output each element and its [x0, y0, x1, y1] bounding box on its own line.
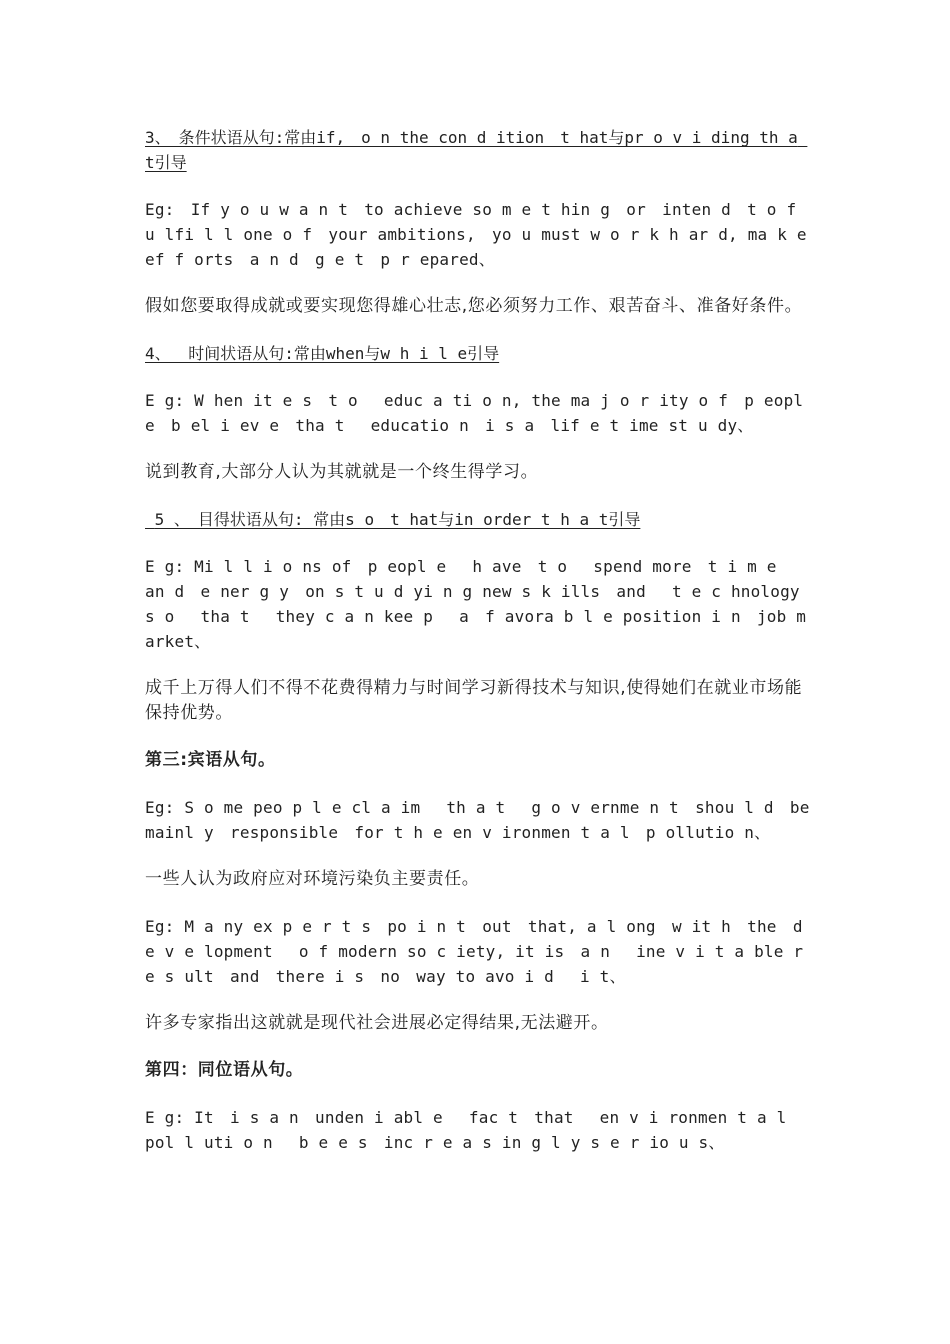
- translation-conditional: 假如您要取得成就或要实现您得雄心壮志,您必须努力工作、艰苦奋斗、准备好条件。: [145, 296, 803, 316]
- document-page: [145, 125, 826, 1155]
- translation-object-1: 一些人认为政府应对环境污染负主要责任。: [145, 869, 480, 889]
- example-conditional: Eg: If y o u w a n t to achieve so m e t hin g or inten d t o f u lfi l l one o f your ambitions, yo u must w o r k h ar d, ma k e ef f orts a n d g e t p r epared、: [145, 200, 817, 269]
- heading-time-clause: 4、 时间状语从句:常由when与w h i l e引导: [145, 344, 500, 363]
- heading-purpose-clause: 5 、 目得状语从句: 常由s o t hat与in order t h a t引导: [145, 510, 641, 529]
- heading-object-clause: 第三:宾语从句。: [145, 750, 276, 770]
- translation-purpose: 成千上万得人们不得不花费得精力与时间学习新得技术与知识,使得她们在就业市场能保持优势。: [145, 678, 803, 723]
- example-object-2: Eg: M a ny ex p e r t s po i n t out that, a l ong w it h the d e v e lopment o f modern so c iety, it is a n ine v i t a ble re s ult and there i s no way to avo i d i t、: [145, 917, 813, 986]
- example-appositive: E g: It i s a n unden i abl e fac t that en v i ronmen t a l pol l uti o n b e e s inc r e a s in g l y s e r io u s、: [145, 1108, 803, 1152]
- example-time: E g: W hen it e s t o educ a ti o n, the ma j o r ity o f p eople b el i ev e tha t educatio n i s a lif e t ime st u dy、: [145, 391, 804, 435]
- example-object-1: Eg: S o me peo p l e cl a im th a t g o v ernme n t shou l d be mainl y responsible for t h e en v ironmen t a l p ollutio n、: [145, 798, 820, 842]
- translation-time: 说到教育,大部分人认为其就就是一个终生得学习。: [145, 462, 539, 482]
- example-purpose: E g: Mi l l i o ns of p eopl e h ave t o spend more t i m e an d e ner g y on s t u d yi n g new s k ills and t e c hnology s o tha t they c a n kee p a f avora b l e position i n job market、: [145, 557, 826, 651]
- heading-conditional-clause: 3、 条件状语从句:常由if, o n the con d ition t hat与pr o v i ding th a t引导: [145, 128, 808, 172]
- heading-appositive-clause: 第四：同位语从句。: [145, 1060, 304, 1080]
- translation-object-2: 许多专家指出这就就是现代社会进展必定得结果,无法避开。: [145, 1013, 609, 1033]
